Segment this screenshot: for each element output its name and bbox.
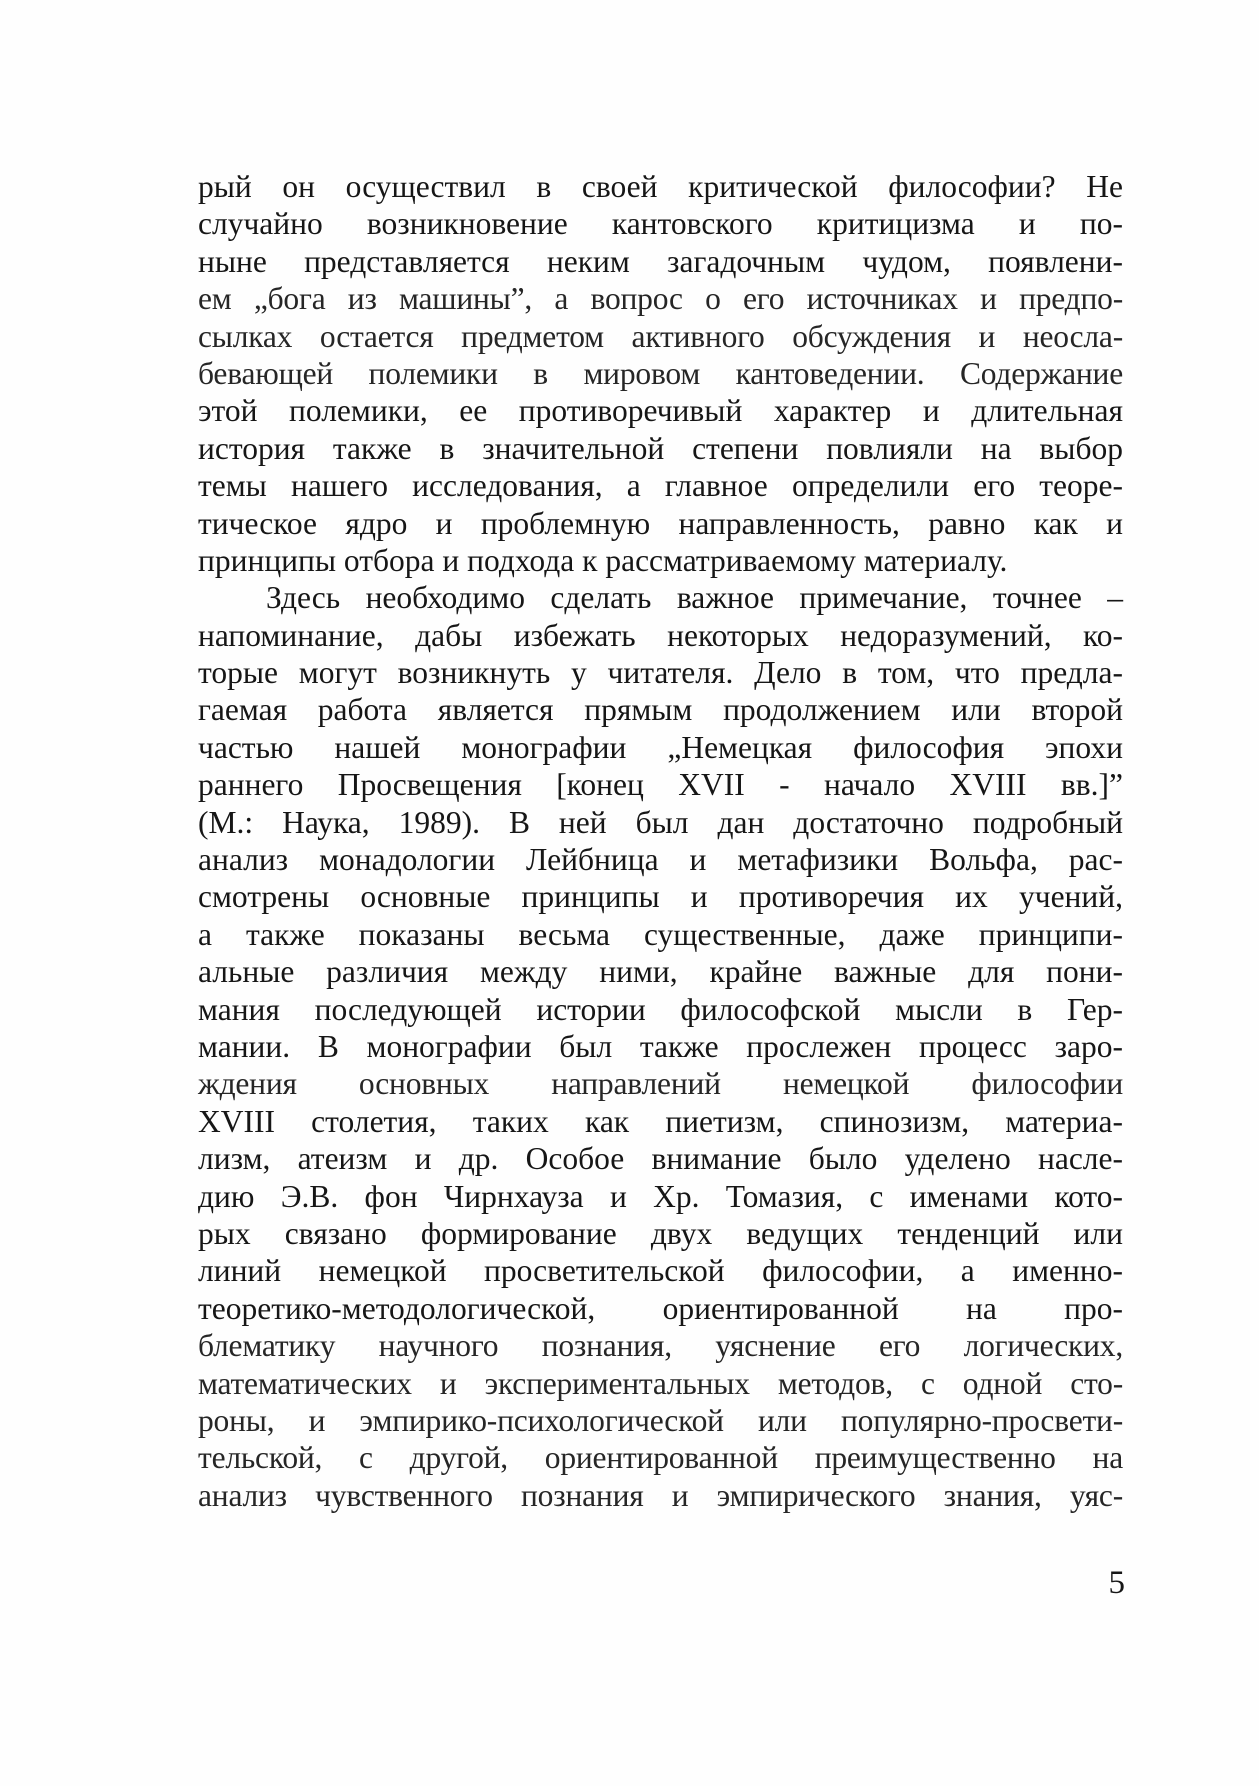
text-line: раннего Просвещения [конец XVII - начало XVIII вв.]”	[198, 767, 1123, 803]
text-line: теоретико-методологической, ориентированной на про-	[198, 1290, 1123, 1326]
text-line: анализ чувственного познания и эмпирического знания, уяс-	[198, 1477, 1123, 1513]
body-text	[198, 168, 1123, 1514]
text-line: а также показаны весьма существенные, даже принципи-	[198, 916, 1123, 952]
text-line: ем „бога из машины”, а вопрос о его источниках и предпо-	[198, 281, 1123, 317]
text-line: линий немецкой просветительской философии, а именно-	[198, 1253, 1123, 1289]
text-line: лизм, атеизм и др. Особое внимание было уделено насле-	[198, 1141, 1123, 1177]
page-number: 5	[1108, 1565, 1125, 1601]
text-line: случайно возникновение кантовского критицизма и по-	[198, 206, 1123, 242]
text-line: ныне представляется неким загадочным чудом, появлени-	[198, 243, 1123, 279]
text-line: блематику научного познания, уяснение его логических,	[198, 1328, 1123, 1364]
text-line: мания последующей истории философской мысли в Гер-	[198, 991, 1123, 1027]
text-line: напоминание, дабы избежать некоторых недоразумений, ко-	[198, 617, 1123, 653]
text-line: XVIII столетия, таких как пиетизм, спинозизм, материа-	[198, 1103, 1123, 1139]
text-line: ждения основных направлений немецкой философии	[198, 1066, 1123, 1102]
text-line: (М.: Наука, 1989). В ней был дан достаточно подробный	[198, 804, 1123, 840]
paragraph-1	[198, 168, 1123, 579]
text-line: анализ монадологии Лейбница и метафизики Вольфа, рас-	[198, 842, 1123, 878]
text-line: дию Э.В. фон Чирнхауза и Хр. Томазия, с именами кото-	[198, 1178, 1123, 1214]
text-line: рый он осуществил в своей критической философии? Не	[198, 169, 1123, 204]
text-line: частью нашей монографии „Немецкая философия эпохи	[198, 729, 1123, 765]
text-line: бевающей полемики в мировом кантоведении. Содержание	[198, 355, 1123, 391]
text-line: торые могут возникнуть у читателя. Дело в том, что предла-	[198, 655, 1123, 691]
text-line: темы нашего исследования, а главное определили его теоре-	[198, 468, 1123, 504]
text-line: принципы отбора и подхода к рассматриваемому материалу.	[198, 542, 1008, 578]
text-line: история также в значительной степени повлияли на выбор	[198, 430, 1123, 466]
text-line: этой полемики, ее противоречивый характер и длительная	[198, 393, 1123, 429]
text-line: мании. В монографии был также прослежен процесс заро-	[198, 1028, 1123, 1064]
text-line: рых связано формирование двух ведущих тенденций или	[198, 1215, 1123, 1251]
text-line: тельской, с другой, ориентированной преимущественно на	[198, 1440, 1123, 1476]
text-line: сылках остается предметом активного обсуждения и неосла-	[198, 318, 1123, 354]
text-line: роны, и эмпирико-психологической или популярно-просвети-	[198, 1402, 1123, 1438]
paragraph-2	[198, 579, 1123, 1514]
text-line: тическое ядро и проблемную направленность, равно как и	[198, 505, 1123, 541]
text-line: гаемая работа является прямым продолжением или второй	[198, 692, 1123, 728]
text-line: альные различия между ними, крайне важные для пони-	[198, 954, 1123, 990]
text-line: математических и экспериментальных методов, с одной сто-	[198, 1365, 1123, 1401]
text-line: Здесь необходимо сделать важное примечание, точнее –	[266, 580, 1123, 616]
text-line: смотрены основные принципы и противоречия их учений,	[198, 879, 1123, 915]
